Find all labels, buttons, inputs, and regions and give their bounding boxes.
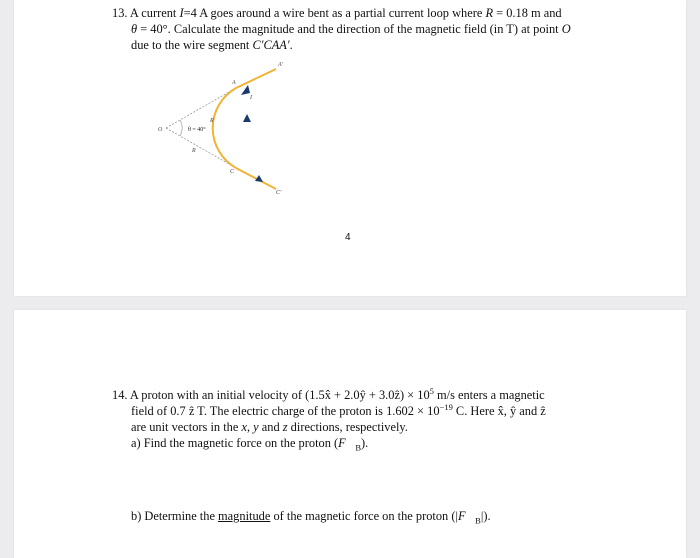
current-loop-figure — [144, 52, 294, 202]
wire-segment-C-prime-C — [236, 168, 276, 189]
page-1 — [14, 0, 686, 296]
problem-14-line-3: are unit vectors in the x, y and z directions, respectively. — [131, 420, 408, 434]
problem-14-part-b: b) Determine the magnitude of the magnetic force on the proton $(|F⃗_B|)$. — [131, 509, 491, 526]
label-A: A — [232, 80, 236, 86]
angle-arc — [180, 120, 182, 136]
label-O: O — [158, 127, 163, 133]
problem-13-line-2: θ = 40°. Calculate the magnitude and the direction of the magnetic field (in T) at point O — [131, 22, 571, 36]
current-arrow-arc-icon — [243, 114, 251, 122]
label-C: C — [230, 169, 235, 175]
problem-14-part-a: a) Find the magnetic force on the proton $(F⃗_B)$. — [131, 436, 369, 453]
label-R-top: R — [210, 118, 214, 124]
label-theta: θ = 40° — [188, 127, 206, 133]
radius-line-to-C — [166, 128, 236, 168]
wire-segment-A-A-prime — [236, 69, 276, 88]
radius-line-to-A — [166, 88, 236, 128]
problem-14-line-2: field of 0.7 ẑ T. The electric charge of the proton is $1.602 \times 10^{-19}$ C. Here x̂, ŷ and ẑ — [131, 401, 546, 418]
label-C-prime: C′ — [276, 190, 282, 196]
label-R-bottom: R — [192, 148, 196, 154]
wire-arc-C-A — [213, 88, 236, 168]
problem-13-line-3: due to the wire segment C′CAA′. — [131, 38, 293, 52]
page-number: 4 — [345, 232, 351, 243]
label-A-prime: A′ — [278, 62, 283, 68]
problem-13-line-1: 13. A current I=4 A goes around a wire bent as a partial current loop where R = 0.18 m and — [112, 6, 562, 20]
problem-14-line-1: 14. A proton with an initial velocity of (1.5x̂ + 2.0ŷ + 3.0ẑ) × $10^5$ m/s enters a magnetic — [112, 385, 545, 402]
current-arrow-top-icon — [241, 85, 250, 95]
label-I: I — [250, 95, 252, 101]
page-2 — [14, 310, 686, 558]
